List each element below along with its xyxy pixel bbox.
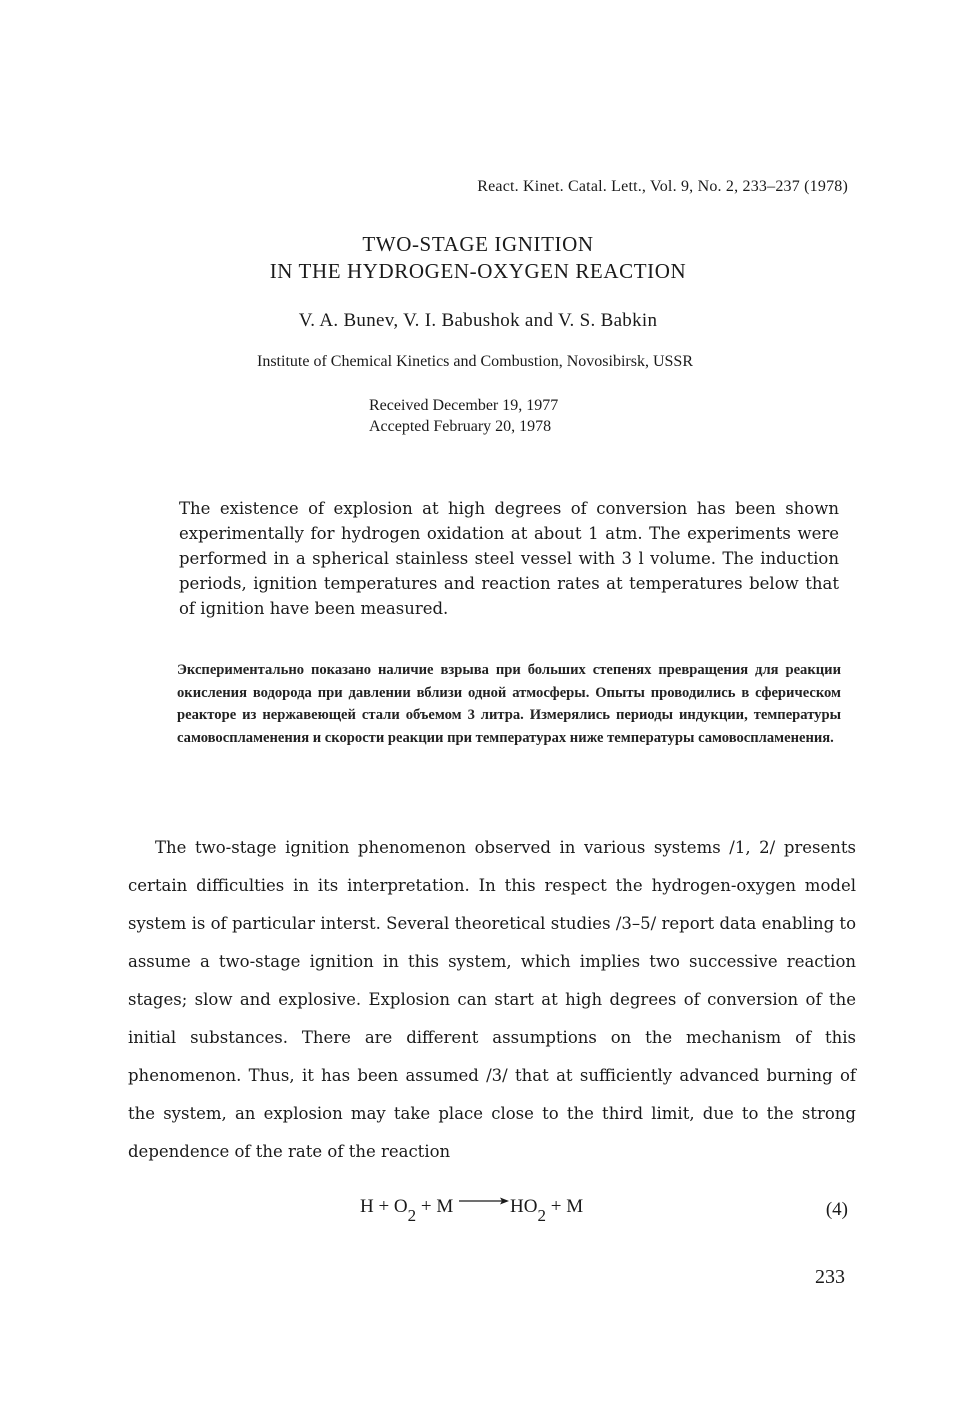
- article-dates: [369, 395, 558, 437]
- accepted-date: Accepted February 20, 1978: [369, 418, 552, 435]
- affiliation: Institute of Chemical Kinetics and Combustion, Novosibirsk, USSR: [257, 353, 693, 370]
- title-line-2: IN THE HYDROGEN-OXYGEN REACTION: [269, 259, 687, 283]
- authors: V. A. Bunev, V. I. Babushok and V. S. Babkin: [298, 310, 658, 331]
- equation-rhs-b: + M: [545, 1196, 584, 1217]
- reaction-arrow-icon: [458, 1196, 510, 1206]
- article-title: [0, 231, 956, 285]
- abstract-russian: Экспериментально показано наличие взрыва при больших степенях превращения для реакции окисления водорода при давлении вблизи одной атмосферы. Опыты проводились в сферическом реакторе из нержавеющей стали объемом 3 литра. Измерялись периоды индукции, температуры самовоспламенения и скорости реакции при температурах ниже температуры самовоспламенения.: [177, 662, 841, 746]
- equation-lhs-b: + M: [416, 1196, 454, 1217]
- journal-citation: React. Kinet. Catal. Lett., Vol. 9, No. 2, 233–237 (1978): [477, 178, 848, 195]
- equation-lhs-a: H + O: [360, 1196, 408, 1217]
- equation-lhs-sub: 2: [407, 1205, 417, 1225]
- body-paragraph: The two-stage ignition phenomenon observed in various systems /1, 2/ presents certain difficulties in its interpretation. In this respect the hydrogen-oxygen model system is of particular interst. Several theoretical studies /3–5/ report data enabling to assume a two-stage ignition in this system, which implies two successive reaction stages; slow and explosive. Explosion can start at high degrees of conversion of the initial substances. There are different assumptions on the mechanism of this phenomenon. Thus, it has been assumed /3/ that at sufficiently advanced burning of the system, an explosion may take place close to the third limit, due to the strong dependence of the rate of the reaction: [128, 838, 856, 1161]
- equation-rhs-a: HO: [510, 1196, 538, 1217]
- equation-rhs-sub: 2: [537, 1205, 546, 1225]
- title-line-1: TWO-STAGE IGNITION: [362, 232, 594, 256]
- reaction-equation: [360, 1196, 584, 1225]
- page-number: 233: [815, 1266, 845, 1288]
- received-date: Received December 19, 1977: [369, 397, 559, 414]
- equation-number: (4): [825, 1199, 848, 1220]
- abstract-english: The existence of explosion at high degrees of conversion has been shown experimentally for hydrogen oxidation at about 1 atm. The experiments were performed in a spherical stainless steel vessel with 3 l volume. The induction periods, ignition temperatures and reaction rates at temperatures below that of ignition have been measured.: [179, 499, 839, 618]
